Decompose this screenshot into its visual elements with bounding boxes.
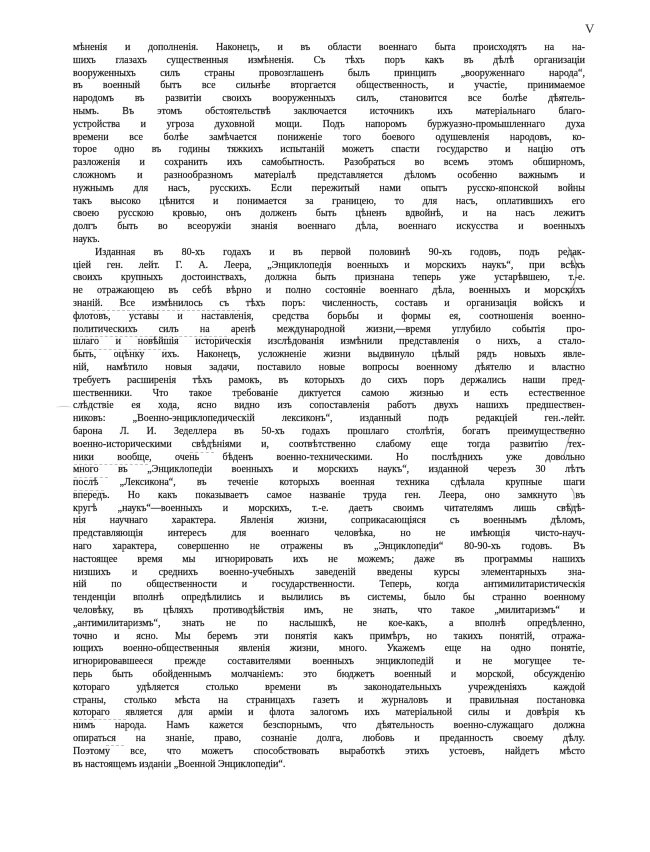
pencil-underline bbox=[74, 349, 166, 350]
text-line: нужнымъ для насъ, русскихъ. Если пережитый нами опытъ русско-японской войны bbox=[73, 182, 585, 194]
text-line: въ настоящемъ изданіи „Военной Энциклопедіи“. bbox=[73, 758, 286, 770]
text-line: знаній. Все измѣнилось съ тѣхъ поръ: численность, составъ и организація войскъ и bbox=[73, 297, 585, 309]
text-line: слѣдствіе ея хода, ясно видно изъ сопоставленія работъ двухъ нашихъ предшествен- bbox=[73, 400, 585, 412]
text-line: политическихъ силъ на аренѣ международной жизни,—время углубило событія про- bbox=[73, 323, 585, 335]
text-line: кругѣ „наукъ“—военныхъ и морскихъ, т.-е. даетъ своимъ читателямъ лишь свѣдѣ- bbox=[73, 502, 585, 514]
text-line: послѣ „Лексикона“, въ теченіе которыхъ военная техника сдѣлала крупные шаги bbox=[73, 477, 585, 489]
text-line: торое одно въ годины тяжкихъ испытаній можетъ спасти государство и націю отъ bbox=[73, 144, 585, 156]
pencil-underline bbox=[74, 464, 148, 465]
text-line: низшихъ и среднихъ военно-учебныхъ заведеній введены курсы элементарныхъ зна- bbox=[73, 566, 585, 578]
paragraph bbox=[73, 42, 585, 247]
text-line: „антимилитаризмъ“, знать не по наслышкѣ, не кое-какъ, а вполнѣ опредѣленно, bbox=[73, 617, 585, 629]
text-line: долгъ быть во всеоружіи знанія военнаго дѣла, военнаго искусства и военныхъ bbox=[73, 221, 585, 233]
text-line: времени все болѣе замѣчается пониженіе того боевого одушевленія народовъ, ко- bbox=[73, 131, 585, 143]
text-line: не отражающею въ себѣ вѣрно и полно состояніе военнаго дѣла, военныхъ и морскихъ bbox=[73, 285, 585, 297]
text-line: точно и ясно. Мы беремъ эти понятія какъ примѣръ, но такихъ понятій, отража- bbox=[73, 630, 585, 642]
text-line: барона Л. И. Зеделлера въ 50-хъ годахъ прошлаго столѣтія, богатъ преимущественно bbox=[73, 425, 585, 437]
pencil-underline bbox=[92, 310, 240, 311]
text-line: настоящее время мы игнорировать ихъ не можемъ; даже въ программы нашихъ bbox=[73, 553, 585, 565]
text-line: человѣку, въ цѣляхъ противодѣйствія имъ, не знать, что такое „милитаризмъ“ и bbox=[73, 605, 585, 617]
text-line: перь быть обойденнымъ молчаніемъ: это бюджетъ военный и морской, обсужденію bbox=[73, 669, 585, 681]
text-line: шихъ глазахъ существенныя измѣненія. Съ тѣхъ поръ какъ въ дѣлѣ организаціи bbox=[73, 54, 585, 66]
margin-tick-mark bbox=[571, 488, 574, 500]
text-line: нымъ. Въ этомъ обстоятельствѣ заключается источникъ ихъ матеріальнаго благо- bbox=[73, 105, 585, 117]
text-line: страны, столько мѣста на страницахъ газетъ и журналовъ и правильная постановка bbox=[73, 694, 585, 706]
text-line: такъ высоко цѣнится и понимается за границею, то для насъ, оплатившихъ его bbox=[73, 195, 585, 207]
text-line: шлаго и новѣйшія историческія изслѣдованія измѣнили представленія о нихъ, а стало- bbox=[73, 336, 585, 348]
text-line: игнорировавшееся прежде составителями военныхъ энциклопедій и не могущее те- bbox=[73, 656, 585, 668]
text-line: представляющія интересъ для военнаго человѣка, но не имѣющія чисто-науч- bbox=[73, 528, 585, 540]
paragraph bbox=[73, 247, 585, 772]
text-line: впередъ. Но какъ показываетъ самое названіе труда ген. Леера, оно замкнуто въ bbox=[73, 489, 585, 501]
text-line: наукъ. bbox=[73, 233, 100, 245]
pencil-margin-tick bbox=[56, 406, 72, 409]
pencil-underline bbox=[74, 490, 104, 491]
text-line: опираться на знаніе, право, сознаніе долга, любовь и преданность своему дѣлу. bbox=[73, 733, 585, 745]
text-line: нія научнаго характера. Явленія жизни, соприкасающіяся съ военнымъ дѣломъ, bbox=[73, 515, 585, 527]
text-line: никовъ: „Военно-энциклопедическій лексиконъ“, изданный подъ редакціей ген.-лейт. bbox=[73, 413, 585, 425]
page-number: V bbox=[585, 21, 596, 36]
text-line: устройства и угроза духовной мощи. Подъ напоромъ буржуазно-промышленнаго духа bbox=[73, 118, 585, 130]
text-line: ціей ген. лейт. Г. А. Леера, „Энциклопедія военныхъ и морскихъ наукъ“, при всѣхъ bbox=[73, 259, 585, 271]
margin-pencil-marks bbox=[550, 240, 610, 530]
text-line: котораго является для арміи и флота залогомъ ихъ матеріальной силы и довѣрія къ bbox=[73, 707, 585, 719]
text-line: шественники. Что такое требованіе диктуется самою жизнью и есть естественное bbox=[73, 387, 585, 399]
text-line: ники вообще, очень бѣденъ военно-техническими. Но послѣднихъ уже довольно bbox=[73, 451, 585, 463]
text-line: нимъ народа. Намъ кажется безспорнымъ, что дѣятельность военно-служащаго должна bbox=[73, 720, 585, 732]
text-line: много въ „Энциклопедіи военныхъ и морскихъ наукъ“, изданной черезъ 30 лѣтъ bbox=[73, 464, 585, 476]
text-line: ющихъ военно-общественныя явленія жизни, много. Укажемъ еще на одно понятіе, bbox=[73, 643, 585, 655]
margin-slash-mark bbox=[564, 428, 572, 455]
text-line: Поэтому все, что можетъ способствовать выработкѣ этихъ устоевъ, найдетъ мѣсто bbox=[73, 745, 585, 757]
pencil-underline bbox=[106, 745, 124, 746]
margin-tick-mark bbox=[570, 503, 572, 514]
text-line: въ военный бытъ все сильнѣе вторгается общественность, и участіе, принимаемое bbox=[73, 80, 585, 92]
margin-brace-mark bbox=[568, 247, 576, 295]
text-line: народомъ въ развитіи своихъ вооруженныхъ силъ, становится все болѣе дѣятель- bbox=[73, 93, 585, 105]
text-line: вооруженныхъ силъ страны провозглашенъ былъ принципъ „вооруженнаго народа“, bbox=[73, 67, 585, 79]
pencil-underline bbox=[74, 477, 108, 478]
text-line: разложенія и сохранить ихъ самобытность. Разобраться во всемъ этомъ обширномъ, bbox=[73, 157, 585, 169]
text-line: котораго удѣляется столько времени въ законодательныхъ учрежденіяхъ каждой bbox=[73, 681, 585, 693]
text-line: флотовъ, уставы и наставленія, средства борьбы и формы ея, соотношенія военно- bbox=[73, 310, 585, 322]
text-line: требуетъ расширенія тѣхъ рамокъ, въ которыхъ до сихъ поръ держались наши пред- bbox=[73, 374, 585, 386]
text-line: наго характера, совершенно не отражены въ „Энциклопедіи“ 80-90-хъ годовъ. Въ bbox=[73, 541, 585, 553]
text-line: сложномъ и разнообразномъ матеріалѣ представляется дѣломъ особенно важнымъ и bbox=[73, 169, 585, 181]
text-block bbox=[73, 42, 585, 771]
text-line: военно-историческими свѣдѣніями и, соотвѣтственно слабому еще тогда развитію тех- bbox=[73, 438, 585, 450]
pencil-underline bbox=[190, 452, 214, 453]
pencil-underline bbox=[75, 336, 227, 337]
text-line: мѣненія и дополненія. Наконецъ, и въ области военнаго быта происходятъ на на- bbox=[73, 42, 585, 53]
text-line: ній по общественности и государственности. Теперь, когда антимилитаристическія bbox=[73, 579, 585, 591]
text-line: тенденціи вполнѣ опредѣлились и вылились въ системы, было бы странно военному bbox=[73, 592, 585, 604]
text-line: своихъ крупныхъ достоинствахъ, должна быть признана теперь уже устарѣвшею, т.-е. bbox=[73, 272, 585, 284]
text-line: быть, оцѣнку ихъ. Наконецъ, усложненіе жизни выдвинуло цѣлый рядъ новыхъ явле- bbox=[73, 349, 585, 361]
text-line: ній, намѣтило новыя задачи, поставило новые вопросы военному дѣятелю и властно bbox=[73, 361, 585, 373]
text-line: Изданная въ 80-хъ годахъ и въ первой половинѣ 90-хъ годовъ, подъ редак- bbox=[95, 246, 585, 258]
pencil-underline bbox=[74, 719, 126, 720]
text-line: своею русскою кровью, онъ долженъ быть цѣненъ вдвойнѣ, и на насъ лежитъ bbox=[73, 208, 585, 220]
